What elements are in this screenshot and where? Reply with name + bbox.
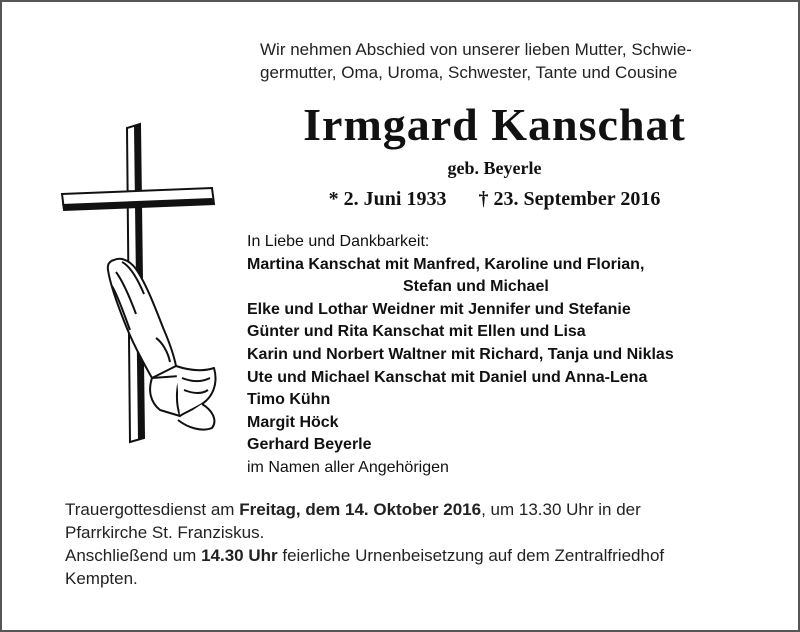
intro-text bbox=[260, 38, 760, 84]
service-line: Kempten. bbox=[65, 569, 138, 588]
burial-time: 14.30 Uhr bbox=[201, 546, 278, 565]
service-line bbox=[65, 544, 765, 567]
praying-hands-icon bbox=[108, 259, 216, 430]
mourners-list bbox=[247, 231, 767, 480]
service-text: feierliche Urnenbeisetzung auf dem Zentralfriedhof bbox=[277, 546, 665, 565]
mourners-heading: In Liebe und Dankbarkeit: bbox=[247, 233, 430, 250]
service-text: , um 13.30 Uhr in der bbox=[481, 500, 641, 519]
service-text: Trauergottesdienst am bbox=[65, 500, 240, 519]
service-text: Anschließend um bbox=[65, 546, 202, 565]
mourner-line: Timo Kühn bbox=[247, 391, 331, 409]
life-dates bbox=[222, 188, 767, 211]
mourner-line: Gerhard Beyerle bbox=[247, 436, 372, 454]
mourner-line: Stefan und Michael bbox=[403, 278, 549, 296]
birth-name: geb. Beyerle bbox=[447, 158, 542, 178]
mourner-line: Elke und Lothar Weidner mit Jennifer und Stefanie bbox=[247, 300, 631, 318]
intro-line: germutter, Oma, Uroma, Schwester, Tante und Cousine bbox=[260, 63, 678, 82]
service-day: Freitag bbox=[239, 500, 296, 519]
mourner-line: Günter und Rita Kanschat mit Ellen und Lisa bbox=[247, 323, 586, 341]
mourner-line: Martina Kanschat mit Manfred, Karoline und Florian, bbox=[247, 255, 645, 273]
birth-date: * 2. Juni 1933 bbox=[328, 188, 447, 210]
cross-with-praying-hands-icon bbox=[52, 120, 242, 450]
service-line: Pfarrkirche St. Franziskus. bbox=[65, 523, 265, 542]
intro-line: Wir nehmen Abschied von unserer lieben Mutter, Schwie- bbox=[260, 40, 692, 59]
mourner-line: Karin und Norbert Waltner mit Richard, Tanja und Niklas bbox=[247, 345, 674, 363]
service-date: dem 14. Oktober 2016 bbox=[305, 500, 482, 519]
funeral-service-info bbox=[65, 498, 765, 590]
deceased-name: Irmgard Kanschat bbox=[303, 99, 686, 150]
service-line bbox=[65, 498, 765, 521]
mourner-line: Ute und Michael Kanschat mit Daniel und Anna-Lena bbox=[247, 368, 648, 386]
mourners-closing: im Namen aller Angehörigen bbox=[247, 458, 449, 476]
service-separator: , bbox=[295, 500, 306, 519]
death-date: † 23. September 2016 bbox=[478, 188, 661, 210]
mourner-line: Margit Höck bbox=[247, 413, 339, 431]
